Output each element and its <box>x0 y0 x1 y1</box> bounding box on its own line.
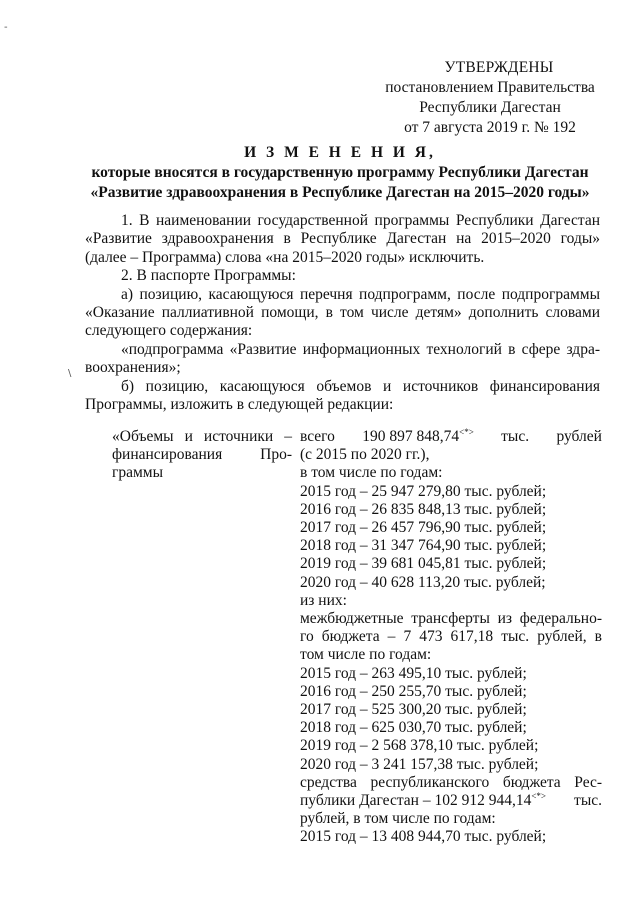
approval-line: Республики Дагестан <box>419 99 561 116</box>
approval-line: постановлением Правительства <box>385 79 595 96</box>
footnote-mark: <*> <box>531 791 546 802</box>
year-line: 2020 год – 3 241 157,38 тыс. рублей; <box>300 755 539 773</box>
paragraph-quote <box>85 341 600 378</box>
paragraph-2 <box>85 267 600 285</box>
year-line: 2016 год – 250 255,70 тыс. рублей; <box>300 682 527 700</box>
scan-mark: ‐ <box>4 22 8 33</box>
text-line: б) позицию, касающуюся объемов и источников финансирования <box>121 377 600 395</box>
total-unit: рублей <box>556 428 602 445</box>
table-right-column <box>300 428 602 847</box>
total-amount <box>362 428 474 446</box>
text-line: «подпрограмма «Развитие информационных технологий в сфере здра- <box>121 340 600 358</box>
left-cell-line: финансирования Про- <box>112 446 292 464</box>
republic-amount <box>300 792 546 810</box>
total-line <box>300 428 602 446</box>
text-line: воохранения»; <box>85 359 181 377</box>
title-subline: «Развитие здравоохранения в Республике Дагестан на 2015–2020 годы» <box>90 184 590 201</box>
paragraph-b <box>85 378 600 415</box>
text-line: следующего содержания: <box>85 322 253 340</box>
text-line: (далее – Программа) слова «на 2015–2020 годы» исключить. <box>85 248 485 266</box>
republic-text: публики Дагестан – 102 912 944,14 <box>300 792 532 810</box>
text-line: 2. В паспорте Программы: <box>121 267 296 285</box>
approval-heading: УТВЕРЖДЕНЫ <box>444 59 554 76</box>
federal-line: го бюджета – 7 473 617,18 тыс. рублей, в <box>300 628 602 646</box>
year-line: 2017 год – 525 300,20 тыс. рублей; <box>300 701 527 719</box>
total-unit: тыс. <box>501 428 530 445</box>
republic-line: средства республиканского бюджета Рес- <box>300 773 602 791</box>
year-line: 2017 год – 26 457 796,90 тыс. рублей; <box>300 519 547 537</box>
federal-line: том числе по годам: <box>300 646 432 664</box>
text-line: 1. В наименовании государственной программы Республики Дагестан <box>121 212 600 229</box>
year-line: 2015 год – 25 947 279,80 тыс. рублей; <box>300 482 547 500</box>
title-heading: И З М Е Н Е Н И Я, <box>244 144 436 161</box>
text-line: а) позицию, касающуюся перечня подпрограмм, после подпрограммы <box>121 285 600 303</box>
approval-block <box>380 58 600 138</box>
period-line: (с 2015 по 2020 гг.), <box>300 446 430 464</box>
text-line: «Оказание паллиативной помощи, в том числе детям» дополнить словами <box>85 304 600 322</box>
year-line: 2018 год – 31 347 764,90 тыс. рублей; <box>300 537 547 555</box>
text-line: «Развитие здравоохранения в Республике Дагестан на 2015–2020 годы» <box>85 230 600 248</box>
table-left-column <box>112 428 292 483</box>
total-value: 190 897 848,74 <box>362 428 460 445</box>
republic-line <box>300 792 602 810</box>
year-line: 2016 год – 26 835 848,13 тыс. рублей; <box>300 500 547 518</box>
year-line: 2015 год – 263 495,10 тыс. рублей; <box>300 664 527 682</box>
of-them-line: из них: <box>300 591 347 609</box>
year-line: 2020 год – 40 628 113,20 тыс. рублей; <box>300 573 546 591</box>
text-line: Программы, изложить в следующей редакции: <box>85 396 394 414</box>
title-subline: которые вносятся в государственную программу Республики Дагестан <box>91 164 589 181</box>
left-cell-line: «Объемы и источники – <box>112 428 292 445</box>
scan-mark: \ <box>68 368 72 379</box>
republic-unit: тыс. <box>574 792 602 810</box>
year-line: 2019 год – 2 568 378,10 тыс. рублей; <box>300 737 539 755</box>
left-cell-line: граммы <box>112 464 164 482</box>
paragraph-a <box>85 286 600 341</box>
paragraph-1 <box>85 212 600 267</box>
footnote-mark: <*> <box>459 427 474 437</box>
approval-date: от 7 августа 2019 г. № 192 <box>404 119 576 136</box>
year-line: 2018 год – 625 030,70 тыс. рублей; <box>300 719 527 737</box>
republic-line: рублей, в том числе по годам: <box>300 810 496 828</box>
year-line: 2019 год – 39 681 045,81 тыс. рублей; <box>300 555 547 573</box>
document-body <box>85 212 600 414</box>
document-title <box>80 143 600 203</box>
year-line: 2015 год – 13 408 944,70 тыс. рублей; <box>300 828 547 846</box>
federal-line: межбюджетные трансферты из федерально- <box>300 610 602 628</box>
by-years-line: в том числе по годам: <box>300 464 443 482</box>
total-prefix: всего <box>300 428 335 445</box>
